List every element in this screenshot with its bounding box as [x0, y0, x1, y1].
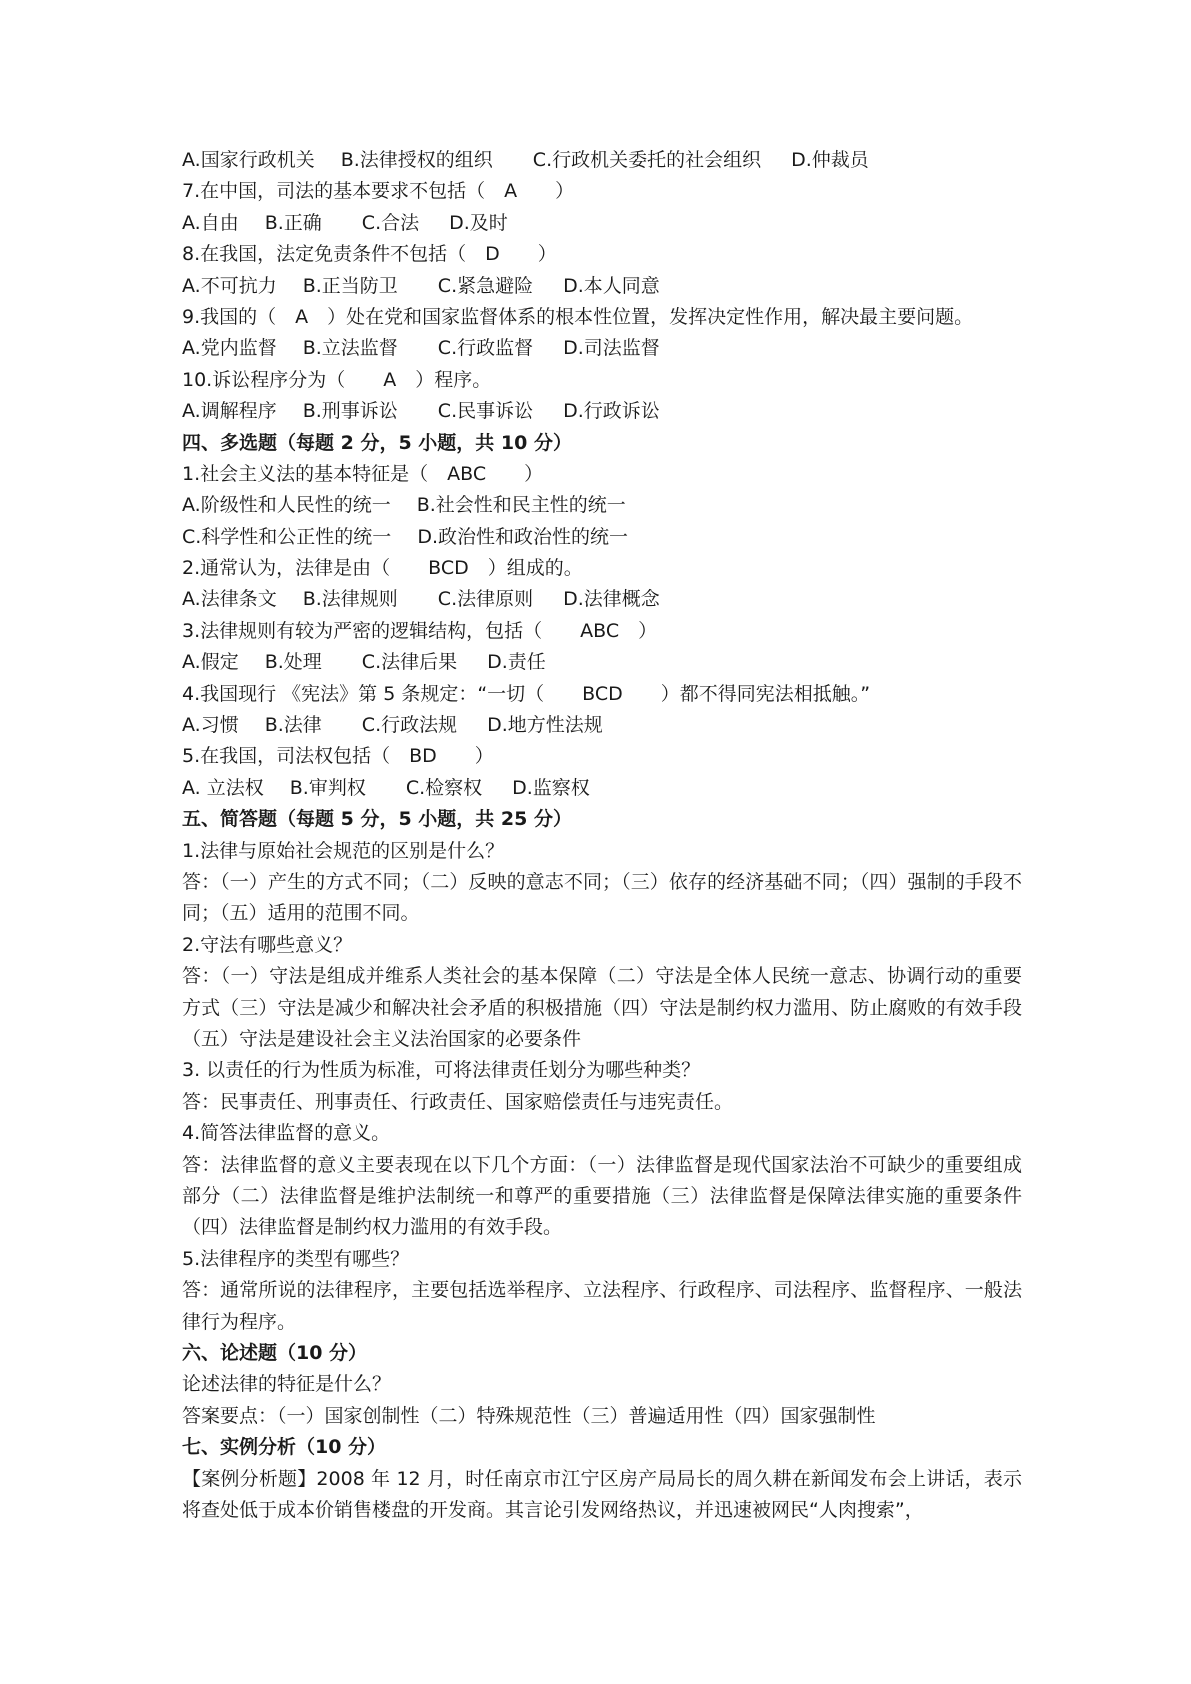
answer-option: C.行政机关委托的社会组织 [532, 149, 762, 171]
text-line: 1.法律与原始社会规范的区别是什么？ [182, 839, 505, 862]
answer-option: D.仲裁员 [791, 149, 869, 171]
answer-option: D.政治性和政治性的统一 [417, 525, 628, 548]
answer-option: D.及时 [449, 211, 508, 234]
text-line: 答案要点：（一）国家创制性（二）特殊规范性（三）普遍适用性（四）国家强制性 [182, 1404, 876, 1427]
option-row [182, 490, 1022, 521]
answer-option: A.法律条文 [182, 588, 277, 611]
option-row [182, 333, 1022, 364]
section-heading: 五、简答题（每题 5 分，5 小题，共 25 分） [182, 808, 572, 831]
answer-paragraph: 答：法律监督的意义主要表现在以下几个方面：（一）法律监督是现代国家法治不可缺少的重要组成部分（二）法律监督是维护法制统一和尊严的重要措施（三）法律监督是保障法律实施的重要条件（四）法律监督是制约权力滥用的有效手段。 [182, 1153, 1022, 1239]
option-row [182, 584, 1022, 615]
answer-option: C.检察权 [405, 776, 483, 799]
text-line: 3. 以责任的行为性质为标准，可将法律责任划分为哪些种类？ [182, 1059, 701, 1082]
answer-option: A.习惯 [182, 714, 239, 737]
answer-option: D.本人同意 [563, 274, 660, 297]
answer-option: D.行政诉讼 [563, 400, 660, 423]
answer-option: B.正确 [264, 211, 322, 234]
text-line: 1.社会主义法的基本特征是（ ABC ） [182, 462, 544, 485]
document-content [182, 145, 1022, 1526]
answer-option: A.自由 [182, 211, 239, 234]
section-heading: 七、实例分析（10 分） [182, 1436, 387, 1459]
answer-paragraph: 【案例分析题】2008 年 12 月，时任南京市江宁区房产局局长的周久耕在新闻发布会上讲话，表示将查处低于成本价销售楼盘的开发商。其言论引发网络热议，并迅速被网民“人肉搜索”， [182, 1467, 1022, 1521]
text-line: 7.在中国，司法的基本要求不包括（ A ） [182, 180, 575, 203]
text-line: 2.通常认为，法律是由（ BCD ）组成的。 [182, 557, 583, 580]
answer-option: C.民事诉讼 [437, 400, 534, 423]
section-heading: 四、多选题（每题 2 分，5 小题，共 10 分） [182, 431, 572, 454]
answer-option: B.立法监督 [302, 337, 398, 360]
section-heading: 六、论述题（10 分） [182, 1342, 368, 1364]
text-line: 8.在我国，法定免责条件不包括（ D ） [182, 243, 557, 266]
answer-option: C.紧急避险 [437, 274, 534, 297]
answer-paragraph: 答：（一）守法是组成并维系人类社会的基本保障（二）守法是全体人民统一意志、协调行动的重要方式（三）守法是减少和解决社会矛盾的积极措施（四）守法是制约权力滥用、防止腐败的有效手段（五）守法是建设社会主义法治国家的必要条件 [182, 965, 1022, 1050]
answer-option: B.处理 [264, 651, 322, 674]
answer-option: A.不可抗力 [182, 274, 277, 297]
option-row [182, 647, 1022, 678]
text-line: 4.我国现行 《宪法》第 5 条规定：“一切（ BCD ）都不得同宪法相抵触。” [182, 682, 871, 705]
answer-option: A.阶级性和人民性的统一 [182, 494, 391, 517]
answer-paragraph: 答：（一）产生的方式不同；（二）反映的意志不同；（三）依存的经济基础不同；（四）强制的手段不同；（五）适用的范围不同。 [182, 870, 1022, 925]
option-row [182, 773, 1022, 804]
answer-option: B.刑事诉讼 [302, 400, 398, 423]
answer-option: D.监察权 [512, 776, 590, 799]
answer-option: C.行政监督 [437, 337, 534, 360]
answer-option: A.党内监督 [182, 337, 277, 360]
answer-option: A. 立法权 [182, 776, 264, 799]
answer-option: D.法律概念 [563, 588, 660, 611]
answer-option: B.法律规则 [302, 588, 398, 611]
answer-option: A.调解程序 [182, 400, 277, 423]
option-row [182, 208, 1022, 239]
answer-option: C.科学性和公正性的统一 [182, 525, 392, 548]
text-line: 5.在我国，司法权包括（ BD ） [182, 745, 494, 768]
text-line: 3.法律规则有较为严密的逻辑结构，包括（ ABC ） [182, 619, 658, 642]
option-row [182, 522, 1022, 553]
text-line: 5.法律程序的类型有哪些？ [182, 1247, 410, 1270]
answer-option: D.司法监督 [563, 337, 660, 360]
answer-option: B.审判权 [289, 776, 366, 799]
answer-option: A.假定 [182, 651, 239, 674]
answer-option: B.社会性和民主性的统一 [416, 494, 626, 517]
answer-option: B.法律授权的组织 [340, 149, 493, 171]
option-row [182, 710, 1022, 741]
answer-option: C.法律原则 [437, 588, 534, 611]
text-line: 9.我国的（ A ）处在党和国家监督体系的根本性位置，发挥决定性作用，解决最主要问题。 [182, 305, 974, 328]
text-line: 4.简答法律监督的意义。 [182, 1122, 391, 1145]
text-line: 10.诉讼程序分为（ A ）程序。 [182, 368, 492, 391]
answer-option: D.地方性法规 [487, 714, 603, 737]
answer-option: B.法律 [264, 714, 322, 737]
option-row [182, 145, 1022, 176]
answer-option: C.合法 [361, 211, 420, 234]
text-line: 2.守法有哪些意义？ [182, 933, 353, 956]
option-row [182, 271, 1022, 302]
text-line: 答：民事责任、刑事责任、行政责任、国家赔偿责任与违宪责任。 [182, 1090, 734, 1113]
answer-option: A.国家行政机关 [182, 149, 315, 171]
answer-option: D.责任 [487, 651, 546, 674]
answer-paragraph: 答：通常所说的法律程序，主要包括选举程序、立法程序、行政程序、司法程序、监督程序、一般法律行为程序。 [182, 1279, 1022, 1333]
answer-option: B.正当防卫 [302, 274, 398, 297]
text-line: 论述法律的特征是什么？ [182, 1373, 392, 1396]
answer-option: C.行政法规 [361, 714, 458, 737]
answer-option: C.法律后果 [361, 651, 458, 674]
option-row [182, 396, 1022, 427]
